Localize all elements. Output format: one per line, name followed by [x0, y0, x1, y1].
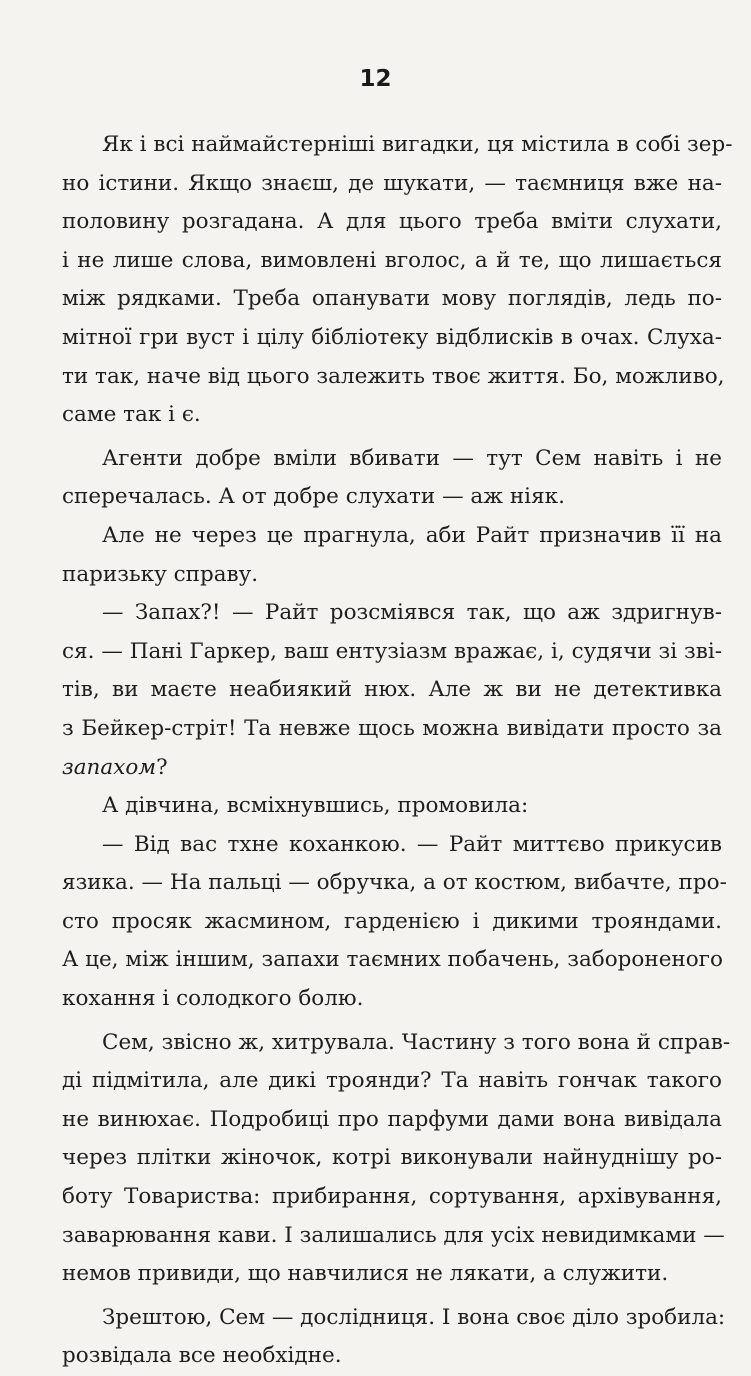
text-line: сто просяк жасмином, гарденією і дикими трояндами. — [62, 908, 722, 934]
text-line: половину розгадана. А для цього треба вміти слухати, — [62, 209, 722, 235]
text-line: через плітки жіночок, котрі виконували найнуднішу ро- — [62, 1145, 722, 1171]
text-fragment: ? — [156, 754, 168, 780]
text-line: язика. — На пальці — обручка, а от костюм, вибачте, про- — [62, 870, 727, 896]
text-line: паризьку справу. — [62, 561, 259, 587]
page-number: 12 — [359, 66, 392, 92]
text-line: но істини. Якщо знаєш, де шукати, — таємниця вже на- — [62, 170, 722, 196]
text-line: між рядками. Треба опанувати мову поглядів, ледь по- — [62, 286, 722, 312]
text-line: Сем, звісно ж, хитрувала. Частину з того вона й справ- — [102, 1029, 731, 1055]
text-line: — Від вас тхне коханкою. — Райт миттєво прикусив — [102, 831, 722, 857]
text-line: немов привиди, що навчилися не лякати, а служити. — [62, 1261, 669, 1287]
text-line: тів, ви маєте неабиякий нюх. Але ж ви не детективка — [62, 677, 722, 703]
text-line: заварювання кави. І залишались для усіх невидимками — — [62, 1222, 725, 1248]
text-line: кохання і солодкого болю. — [62, 986, 364, 1012]
italic-word: запахом — [62, 754, 157, 780]
text-line: ся. — Пані Гаркер, ваш ентузіазм вражає, і, судячи зі зві- — [62, 638, 722, 664]
text-line: з Бейкер-стріт! Та невже щось можна вивідати просто за — [62, 715, 722, 741]
text-line: боту Товариства: прибирання, сортування, архівування, — [62, 1184, 722, 1210]
text-line: не винюхає. Подробиці про парфуми дами вона вивідала — [62, 1106, 722, 1132]
text-line: ді підмітила, але дикі троянди? Та навіть гончак такого — [62, 1068, 722, 1094]
text-line: розвідала все необхідне. — [62, 1343, 342, 1369]
text-line: ти так, наче від цього залежить твоє життя. Бо, можливо, — [62, 363, 725, 389]
text-line: А це, між іншим, запахи таємних побачень, забороненого — [62, 947, 723, 973]
text-line: саме так і є. — [62, 402, 201, 428]
text-line: Як і всі наймайстерніші вигадки, ця містила в собі зер- — [102, 132, 733, 157]
text-line: Але не через це прагнула, аби Райт призначив її на — [102, 522, 722, 548]
text-line: — Запах?! — Райт розсміявся так, що аж здригнув- — [102, 600, 722, 626]
text-line: мітної гри вуст і цілу бібліотеку відблисків в очах. Слуха- — [62, 324, 722, 350]
text-line: А дівчина, всміхнувшись, промовила: — [102, 793, 529, 819]
text-line: Агенти добре вміли вбивати — тут Сем навіть і не — [102, 445, 722, 471]
body-text — [62, 126, 733, 1376]
text-line: сперечалась. А от добре слухати — аж ніяк. — [62, 484, 565, 510]
text-line: і не лише слова, вимовлені вголос, а й те, що лишається — [62, 247, 722, 273]
text-line: Зрештою, Сем — дослідниця. І вона своє діло зробила: — [102, 1304, 726, 1330]
text-line — [62, 749, 722, 788]
